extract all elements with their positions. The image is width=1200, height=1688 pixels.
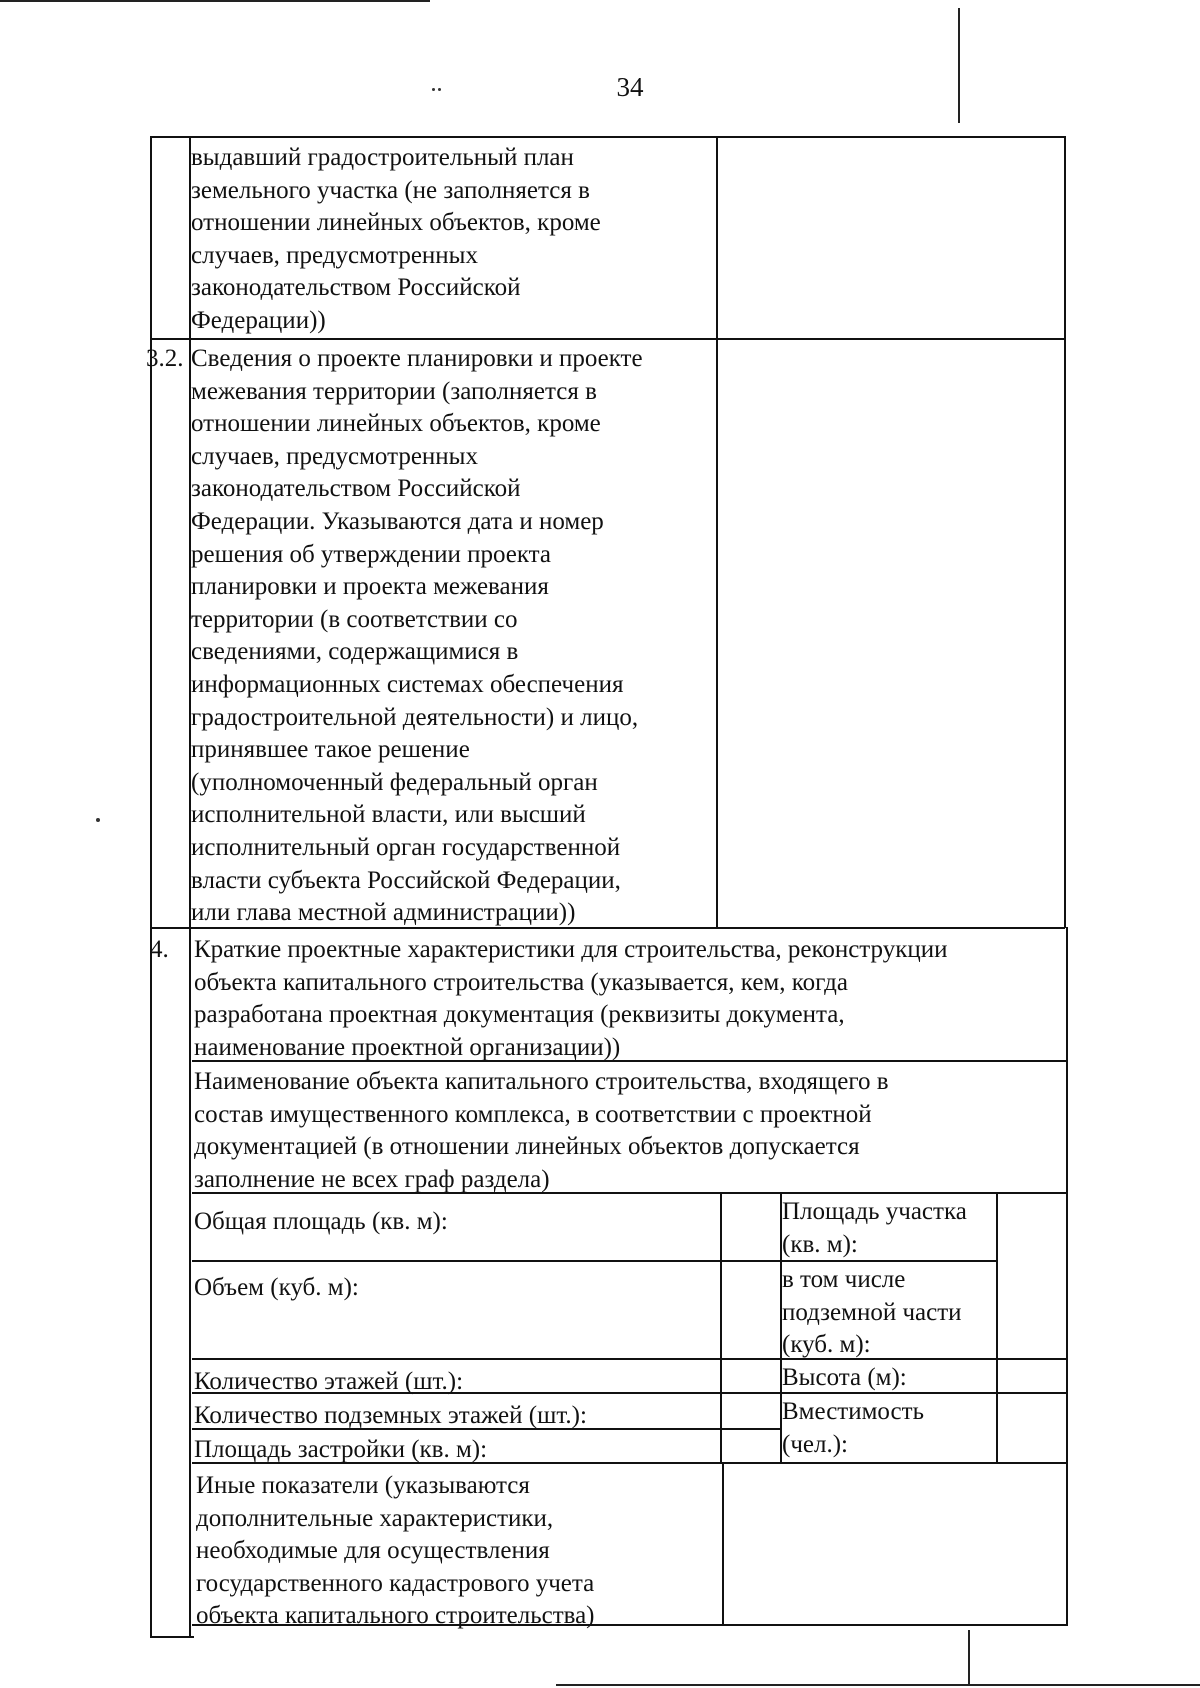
- table-line: [720, 1192, 722, 1462]
- capacity-label: Вместимость (чел.):: [782, 1398, 924, 1458]
- table-line: [996, 1192, 998, 1462]
- floors-label: Количество этажей (шт.):: [194, 1368, 464, 1395]
- scan-dot: [96, 818, 100, 822]
- table-line: [150, 136, 1065, 138]
- row-number-3-2: 3.2.: [146, 345, 184, 372]
- table-line: [1064, 136, 1066, 928]
- other-indicators-label: Иные показатели (указываются дополнительные характеристики, необходимые для осуществления государственного кадастрового учета объекта капитального строительства): [196, 1472, 595, 1630]
- row-3-2-text: Сведения о проекте планировки и проекте межевания территории (заполняется в отношении линейных объектов, кроме случаев, предусмотренных законодательством Российской Федерации. Указываются дата и номер решения об утверждении проекта планировки и проекта межевания территории (в соответствии со сведениями, содержащимися в информационных системах обеспечения градостроительной деятельности) и лицо, принявшее такое решение (уполномоченный федеральный орган исполнительной власти, или высший исполнительный орган государственной власти субъекта Российской Федерации, или глава местной администрации)): [191, 345, 643, 927]
- scan-line-bottom: [556, 1684, 1200, 1686]
- underground-floors-label: Количество подземных этажей (шт.):: [194, 1402, 587, 1429]
- scan-dot: [432, 88, 435, 91]
- volume-label: Объем (куб. м):: [194, 1274, 359, 1301]
- table-line: [716, 136, 718, 928]
- plot-area-label: Площадь участка (кв. м):: [782, 1198, 967, 1258]
- scan-border-top: [0, 0, 430, 2]
- table-line: [722, 1462, 724, 1626]
- scan-mark-right-top: [958, 8, 960, 123]
- row-4-subheading: Наименование объекта капитального строительства, входящего в состав имущественного комплекса, в соответствии с проектной документацией (в отношении линейных объектов допускается заполнение не всех граф раздела): [194, 1068, 889, 1193]
- table-line: [150, 338, 1065, 340]
- height-label: Высота (м):: [782, 1364, 907, 1391]
- underground-volume-label: в том числе подземной части (куб. м):: [782, 1266, 962, 1359]
- row-number-4: 4.: [150, 936, 169, 963]
- total-area-label: Общая площадь (кв. м):: [194, 1208, 448, 1235]
- building-area-label: Площадь застройки (кв. м):: [194, 1436, 488, 1463]
- row-4-text: Краткие проектные характеристики для строительства, реконструкции объекта капитального строительства (указывается, кем, когда разработана проектная документация (реквизиты документа, наименование проектной организации)): [194, 936, 948, 1061]
- row-continuation-text: выдавший градостроительный план земельного участка (не заполняется в отношении линейных объектов, кроме случаев, предусмотренных законодательством Российской Федерации)): [191, 144, 601, 334]
- scan-mark-right-bottom: [968, 1630, 970, 1685]
- table-line: [1066, 927, 1068, 1626]
- page-number: 34: [616, 72, 644, 102]
- table-line: [150, 1636, 194, 1638]
- scan-dot: [438, 88, 441, 91]
